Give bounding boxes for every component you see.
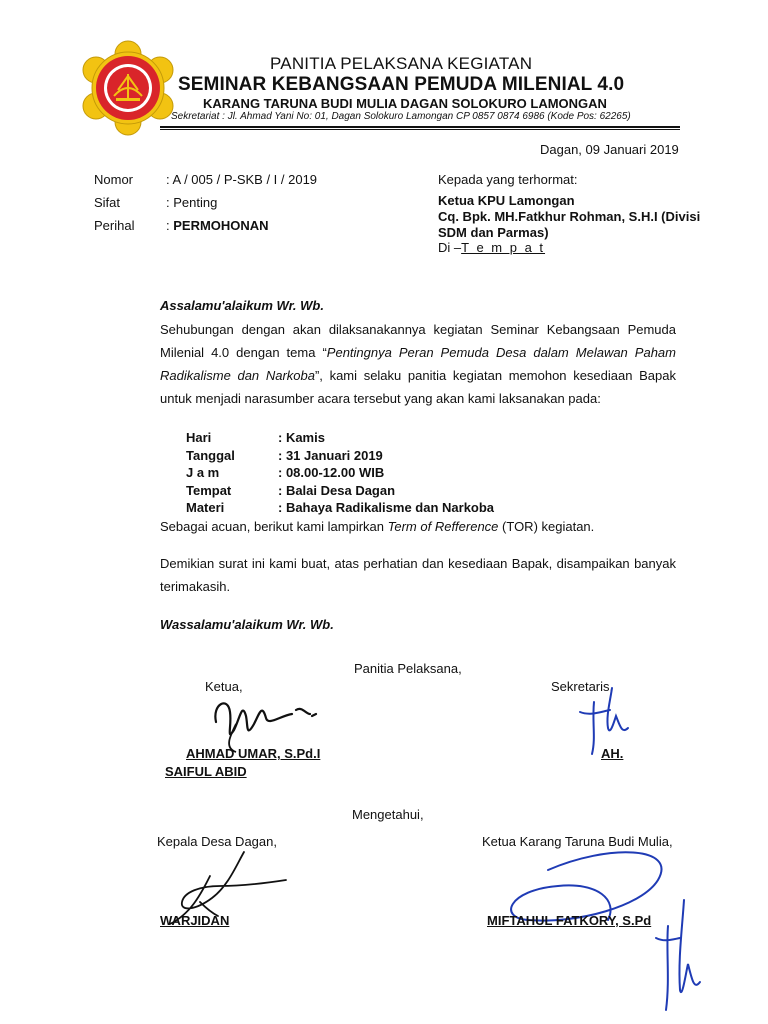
recipient-line-1: Ketua KPU Lamongan [438,193,575,208]
letterhead-organization: KARANG TARUNA BUDI MULIA DAGAN SOLOKURO LAMONGAN [203,96,607,111]
kades-title: Kepala Desa Dagan, [157,834,277,849]
event-row [186,499,494,517]
event-row [186,447,494,465]
kades-name: WARJIDAN [160,913,230,928]
recipient-line-2: Cq. Bpk. MH.Fatkhur Rohman, S.H.I (Divisi [438,209,701,224]
perihal-colon: : [166,218,174,233]
paragraph-2 [160,519,594,534]
ketua-name: AHMAD UMAR, S.Pd.I [186,746,321,761]
event-key: Tanggal [186,447,235,463]
letterhead-rule-thin [160,129,680,130]
perihal-text: PERMOHONAN [173,218,269,233]
letterhead-title: SEMINAR KEBANGSAAN PEMUDA MILENIAL 4.0 [178,74,625,95]
paragraph-2-continued: (TOR) kegiatan. [498,519,595,534]
event-details [186,429,494,517]
letter-date: Dagan, 09 Januari 2019 [540,142,679,157]
event-value: : 31 Januari 2019 [278,447,383,463]
perihal-value [166,218,269,233]
sekretaris-title: Sekretaris, [551,679,614,694]
sekretaris-name-part-1: AH. [601,746,624,761]
paragraph-1-continued: ”, kami selaku panitia kegiatan memohon kesediaan Bapak untuk menjadi narasumber acara tersebut yang akan kami laksanakan pada: [160,368,676,406]
paragraph-3: Demikian surat ini kami buat, atas perhatian dan kesediaan Bapak, disampaikan banyak terimakasih. [160,556,676,594]
letterhead-rule [160,126,680,128]
di-label: Di – [438,240,462,255]
recipient-greeting: Kepada yang terhormat: [438,172,578,187]
sekretaris-name-part-2: SAIFUL ABID [165,764,247,779]
event-row [186,429,494,447]
recipient-di [438,240,545,255]
opening-salutation: Assalamu'alaikum Wr. Wb. [160,298,324,313]
event-key: J a m [186,465,220,480]
karang-taruna-title: Ketua Karang Taruna Budi Mulia, [482,834,673,849]
event-row [186,464,494,482]
ketua-title: Ketua, [205,679,243,694]
nomor-value: : A / 005 / P-SKB / I / 2019 [166,172,318,187]
sifat-label: Sifat [94,195,121,210]
nomor-label: Nomor [94,172,134,187]
organization-logo [80,40,176,136]
event-key: Materi [186,500,225,515]
event-row [186,482,494,500]
karang-taruna-signature [488,840,728,1020]
perihal-label: Perihal [94,218,135,233]
committee-label: Panitia Pelaksana, [354,661,462,676]
acknowledged-label: Mengetahui, [352,807,424,822]
letterhead-line-1: PANITIA PELAKSANA KEGIATAN [270,54,533,73]
seminar-theme: Pentingnya Peran Pemuda Desa dalam Melawan Paham Radikalisme dan Narkoba [160,345,676,383]
event-value: : Bahaya Radikalisme dan Narkoba [278,500,495,515]
paragraph-2-text: Sebagai acuan, berikut kami lampirkan [160,519,388,534]
recipient-line-3: SDM dan Parmas) [438,225,549,240]
term-of-reference: Term of Refference [387,519,499,534]
closing-salutation: Wassalamu'alaikum Wr. Wb. [160,617,334,632]
sifat-value: : Penting [166,195,218,210]
karang-taruna-name: MIFTAHUL FATKORY, S.Pd [487,913,652,928]
tempat-label: T e m p a t [461,240,546,255]
event-value: : 08.00-12.00 WIB [278,465,385,480]
letterhead-address: Sekretariat : Jl. Ahmad Yani No: 01, Dagan Solokuro Lamongan CP 0857 0874 6986 (Kode Pos: 62265) [171,111,631,122]
event-value: : Kamis [278,430,325,445]
paragraph-1-text: Sehubungan dengan akan dilaksanakannya kegiatan Seminar Kebangsaan Pemuda Milenial 4.0 dengan tema “ [160,322,676,360]
event-key: Tempat [186,482,232,498]
paragraph-1 [160,318,676,410]
event-value: : Balai Desa Dagan [278,482,396,498]
event-key: Hari [186,430,212,445]
